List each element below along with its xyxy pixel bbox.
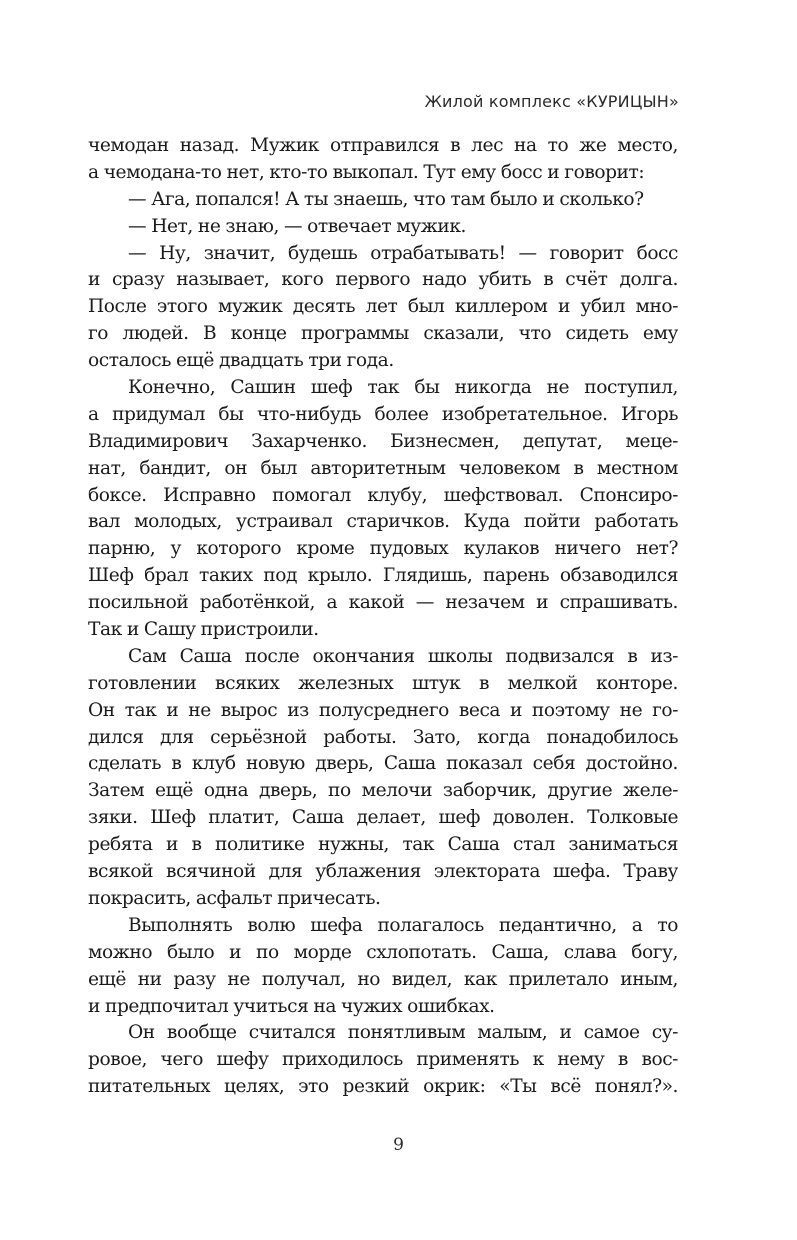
text-line: осталось ещё двадцать три года. bbox=[88, 350, 394, 372]
text-line: а придумал бы что-нибудь более изобретательное. Игорь bbox=[88, 403, 678, 425]
text-line: — Ну, значит, будешь отрабатывать! — говорит босс bbox=[128, 242, 678, 264]
text-line: — Нет, не знаю, — отвечает мужик. bbox=[128, 215, 466, 237]
text-line: Конечно, Сашин шеф так бы никогда не поступил, bbox=[128, 377, 678, 399]
text-line: Владимирович Захарченко. Бизнесмен, депутат, меце- bbox=[88, 430, 678, 452]
body-text bbox=[88, 133, 678, 1101]
text-line: го людей. В конце программы сказали, что сидеть ему bbox=[88, 323, 678, 345]
text-line: вал молодых, устраивал старичков. Куда пойти работать bbox=[88, 511, 678, 533]
text-line: всякой всячиной для ублажения электората шефа. Траву bbox=[88, 861, 678, 883]
text-line: а чемодана-то нет, кто-то выкопал. Тут ему босс и говорит: bbox=[88, 161, 645, 183]
text-line: парню, у которого кроме пудовых кулаков ничего нет? bbox=[88, 538, 678, 560]
text-line: и сразу называет, кого первого надо убить в счёт долга. bbox=[88, 269, 678, 291]
text-line: дился для серьёзной работы. Зато, когда понадобилось bbox=[88, 726, 678, 748]
text-line: готовлении всяких железных штук в мелкой конторе. bbox=[88, 672, 678, 694]
text-line: ровое, чего шефу приходилось применять к нему в вос- bbox=[88, 1049, 678, 1071]
text-line: сделать в клуб новую дверь, Саша показал себя достойно. bbox=[88, 753, 678, 775]
text-line: боксе. Исправно помогал клубу, шефствовал. Спонсиро- bbox=[88, 484, 678, 506]
text-line: Он вообще считался понятливым малым, и самое су- bbox=[128, 1022, 678, 1044]
text-line: чемодан назад. Мужик отправился в лес на то же место, bbox=[88, 135, 678, 156]
text-line: ребята и в политике нужны, так Саша стал заниматься bbox=[88, 834, 678, 856]
text-line: и предпочитал учиться на чужих ошибках. bbox=[88, 995, 495, 1017]
text-line: можно было и по морде схлопотать. Саша, слава богу, bbox=[88, 941, 678, 963]
text-line: Шеф брал таких под крыло. Глядишь, парень обзаводился bbox=[88, 565, 678, 587]
text-line: Так и Сашу пристроили. bbox=[88, 619, 319, 641]
text-line: нат, бандит, он был авторитетным человеком в местном bbox=[88, 457, 678, 479]
text-line: питательных целях, это резкий окрик: «Ты всё понял?». bbox=[88, 1076, 678, 1098]
text-line: Сам Саша после окончания школы подвизался в из- bbox=[128, 645, 678, 667]
page-number: 9 bbox=[393, 1135, 404, 1155]
text-line: После этого мужик десять лет был киллером и убил мно- bbox=[88, 296, 678, 318]
text-line: ещё ни разу не получал, но видел, как прилетало иным, bbox=[88, 968, 678, 990]
text-line: зяки. Шеф платит, Саша делает, шеф доволен. Толковые bbox=[88, 807, 678, 829]
text-line: покрасить, асфальт причесать. bbox=[88, 887, 381, 909]
running-header: Жилой комплекс «КУРИЦЫН» bbox=[424, 92, 679, 111]
text-line: Выполнять волю шефа полагалось педантично, а то bbox=[128, 914, 678, 936]
text-line: посильной работёнкой, а какой — незачем и спрашивать. bbox=[88, 592, 678, 614]
text-line: — Ага, попался! А ты знаешь, что там было и сколько? bbox=[128, 188, 644, 210]
text-line: Затем ещё одна дверь, по мелочи заборчик, другие желе- bbox=[88, 780, 678, 802]
text-line: Он так и не вырос из полусреднего веса и поэтому не го- bbox=[88, 699, 678, 721]
